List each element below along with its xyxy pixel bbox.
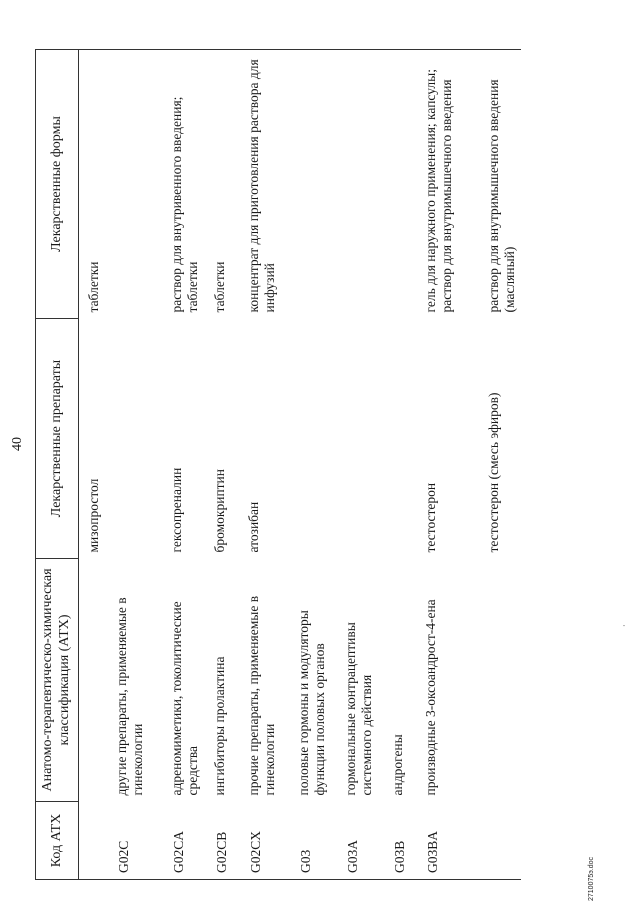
header-classification: Анатомо-терапевтическо-химическая классификация (АТХ) (36, 559, 79, 802)
cell-code: G03B (391, 840, 407, 873)
cell-forms: таблетки (207, 50, 241, 319)
header-code: Код АТХ (36, 802, 79, 880)
cell-classification: прочие препараты, применяемые в гинекологии (245, 595, 277, 796)
cell-code (486, 808, 488, 874)
table-header-row (36, 50, 79, 880)
cell-classification (481, 559, 521, 802)
cell-classification: ингибиторы пролактина (211, 656, 227, 796)
cell-preparation: тестостерон (смесь эфиров) (485, 392, 501, 553)
cell-forms: раствор для внутривенного введения; таблетки (164, 50, 207, 319)
cell-preparation: тестостерон (422, 482, 438, 553)
cell-code: G02C (115, 840, 131, 873)
page-number: 40 (10, 437, 25, 451)
cell-code: G03 (297, 849, 313, 873)
table-row (241, 50, 291, 880)
cell-preparation (291, 319, 338, 559)
cell-code: G02CX (247, 830, 263, 873)
table-row (338, 50, 385, 880)
cell-forms: гель для наружного применения; капсулы; раствор для внутримышечного введения (418, 50, 481, 319)
footer-filename: 2710075э.doc (588, 856, 595, 901)
cell-preparation (385, 319, 418, 559)
cell-classification: гормональные контрацептивы системного действия (342, 622, 374, 796)
cell-forms (291, 50, 338, 319)
cell-preparation (338, 319, 385, 559)
cell-classification: половые гормоны и модуляторы функции половых органов (295, 610, 327, 796)
stray-mark: · (620, 624, 629, 627)
table-row (385, 50, 418, 880)
cell-code: G02CA (170, 830, 186, 873)
table-row (164, 50, 207, 880)
cell-forms: таблетки (79, 50, 109, 319)
cell-forms: раствор для внутримышечного введения (масляный) (481, 50, 521, 319)
header-forms: Лекарственные формы (36, 50, 79, 319)
atx-table (35, 49, 521, 880)
table-row (79, 50, 109, 880)
cell-preparation: бромокриптин (211, 468, 227, 553)
cell-classification (79, 559, 109, 802)
table-row (481, 50, 521, 880)
cell-forms (109, 50, 164, 319)
cell-forms (338, 50, 385, 319)
cell-classification: другие препараты, применяемые в гинекологии (113, 597, 145, 796)
table-row (207, 50, 241, 880)
cell-preparation: мизопростол (86, 478, 101, 553)
cell-code: G03BA (424, 830, 440, 873)
cell-code: G03A (344, 840, 360, 873)
cell-preparation (109, 319, 164, 559)
cell-preparation: гексопреналин (168, 467, 184, 553)
table-row (109, 50, 164, 880)
cell-classification: адреномиметики, токолитические средства (168, 601, 200, 796)
cell-classification: андрогены (389, 734, 405, 796)
cell-forms (385, 50, 418, 319)
cell-code (86, 808, 88, 874)
header-preparations: Лекарственные препараты (36, 319, 79, 559)
table-row (291, 50, 338, 880)
cell-code: G02CB (213, 831, 229, 873)
cell-classification: производные 3-оксоандрост-4-ена (422, 599, 438, 796)
table-row (418, 50, 481, 880)
cell-preparation: атозибан (245, 501, 261, 553)
cell-forms: концентрат для приготовления раствора для инфузий (241, 50, 291, 319)
